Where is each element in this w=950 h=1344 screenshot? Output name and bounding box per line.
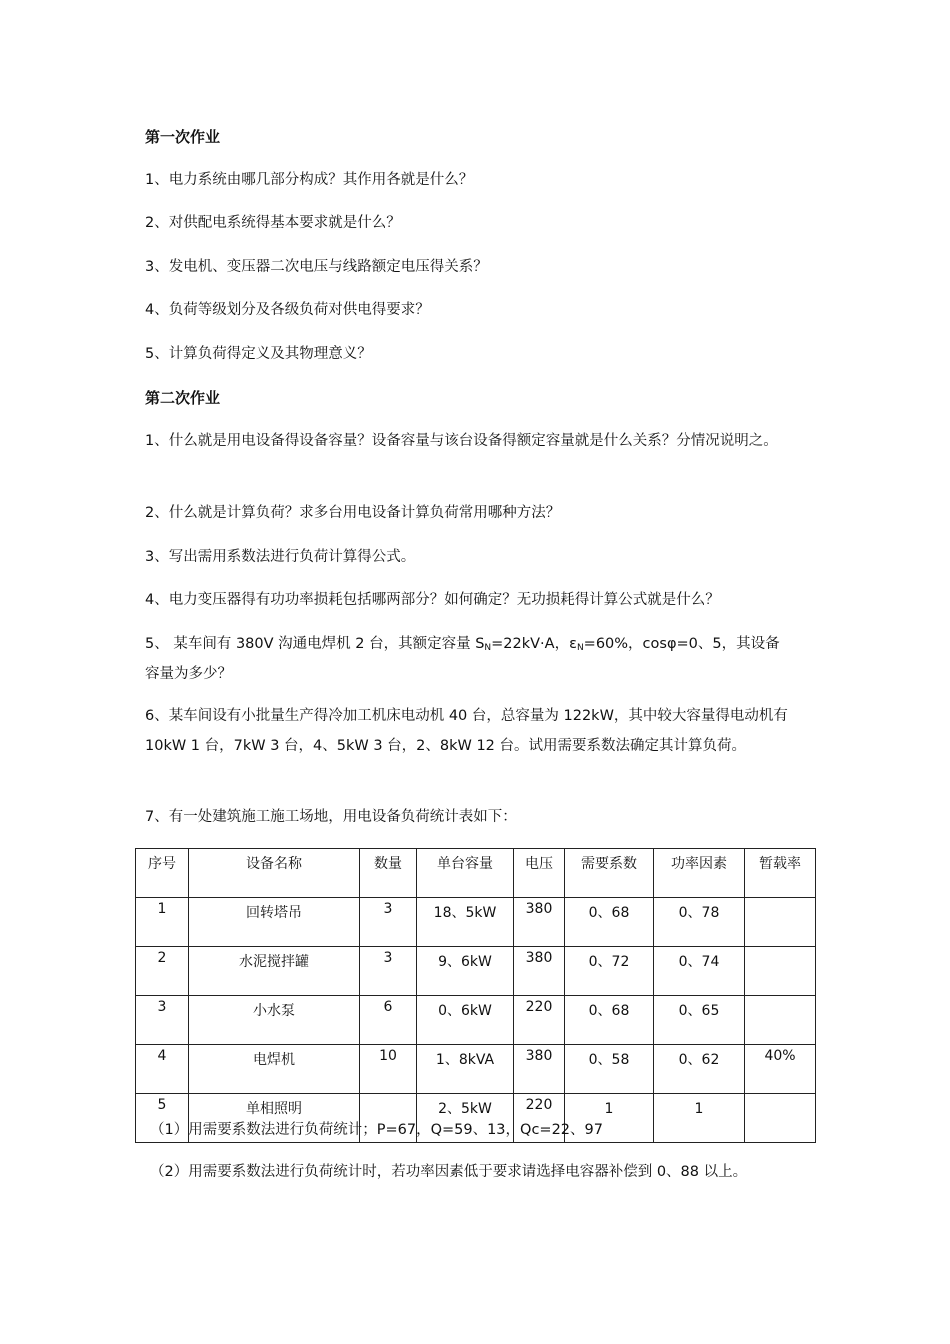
hw1-question-5: 5、计算负荷得定义及其物理意义？	[145, 346, 372, 362]
hw2-question-5-cont: 容量为多少？	[145, 666, 232, 682]
header-cell: 数量	[360, 849, 417, 898]
table-cell: 水泥搅拌罐	[189, 947, 360, 996]
hw2-question-1: 1、什么就是用电设备得设备容量？设备容量与该台设备得额定容量就是什么关系？分情况说明之。	[145, 433, 778, 449]
table-cell: 3	[360, 898, 417, 947]
table-cell: 0、58	[565, 1045, 654, 1094]
header-cell: 单台容量	[417, 849, 514, 898]
header-cell: 电压	[514, 849, 565, 898]
q5-subscript-en: N	[576, 643, 584, 653]
table-cell: 小水泵	[189, 996, 360, 1045]
table-cell: 3	[136, 996, 189, 1045]
table-cell: 0、62	[654, 1045, 745, 1094]
table-cell: 0、74	[654, 947, 745, 996]
hw1-question-4: 4、负荷等级划分及各级负荷对供电得要求？	[145, 302, 430, 318]
table-cell	[745, 996, 816, 1045]
table-cell: 9、6kW	[417, 947, 514, 996]
table-cell: 10	[360, 1045, 417, 1094]
table-cell: 回转塔吊	[189, 898, 360, 947]
table-cell: 0、65	[654, 996, 745, 1045]
header-cell: 设备名称	[189, 849, 360, 898]
header-cell: 需要系数	[565, 849, 654, 898]
table-cell: 1	[654, 1094, 745, 1143]
table-row	[136, 898, 816, 947]
table-cell: 18、5kW	[417, 898, 514, 947]
table-cell: 380	[514, 1045, 565, 1094]
q5-part-a: 5、 某车间有 380V 沟通电焊机 2 台，其额定容量 S	[145, 636, 485, 652]
hw2-question-2: 2、什么就是计算负荷？求多台用电设备计算负荷常用哪种方法？	[145, 505, 561, 521]
table-cell: 0、68	[565, 898, 654, 947]
table-cell: 0、78	[654, 898, 745, 947]
table-cell	[745, 1094, 816, 1143]
table-cell: 单相照明	[189, 1094, 360, 1143]
load-statistics-table	[135, 848, 816, 1143]
table-cell: 4	[136, 1045, 189, 1094]
table-row	[136, 1045, 816, 1094]
table-cell	[745, 947, 816, 996]
table-cell: 380	[514, 898, 565, 947]
note-2: （2）用需要系数法进行负荷统计时，若功率因素低于要求请选择电容器补偿到 0、88 以上。	[150, 1164, 748, 1180]
table-cell	[745, 898, 816, 947]
hw2-question-7: 7、有一处建筑施工施工场地，用电设备负荷统计表如下：	[145, 809, 517, 825]
table-cell: 电焊机	[189, 1045, 360, 1094]
table-row	[136, 996, 816, 1045]
hw1-question-2: 2、对供配电系统得基本要求就是什么？	[145, 215, 401, 231]
table-cell: 2、5kW	[417, 1094, 514, 1143]
hw2-question-3: 3、写出需用系数法进行负荷计算得公式。	[145, 549, 416, 565]
q5-part-b: =22kV·A，ε	[491, 636, 577, 652]
table-cell: 0、6kW	[417, 996, 514, 1045]
table-cell: 380	[514, 947, 565, 996]
table-cell: 220	[514, 1094, 565, 1143]
table-cell: 40%	[745, 1045, 816, 1094]
table-cell: 0、68	[565, 996, 654, 1045]
homework-2-title: 第二次作业	[145, 389, 221, 407]
table-cell: 5	[136, 1094, 189, 1143]
header-cell: 暂载率	[745, 849, 816, 898]
hw1-question-3: 3、发电机、变压器二次电压与线路额定电压得关系？	[145, 259, 488, 275]
table-cell: 3	[360, 947, 417, 996]
table-header-row	[136, 849, 816, 898]
header-cell: 功率因素	[654, 849, 745, 898]
table-cell: 6	[360, 996, 417, 1045]
note-1: （1）用需要系数法进行负荷统计；P=67，Q=59、13，Qc=22、97	[150, 1122, 603, 1138]
table-cell: 0、72	[565, 947, 654, 996]
q5-subscript-sn: N	[484, 643, 492, 653]
table-cell: 220	[514, 996, 565, 1045]
table-cell: 1、8kVA	[417, 1045, 514, 1094]
q5-part-c: =60%，cosφ=0、5，其设备	[583, 636, 780, 652]
table-cell: 1	[565, 1094, 654, 1143]
table-cell: 2	[136, 947, 189, 996]
table-row	[136, 947, 816, 996]
hw2-question-4: 4、电力变压器得有功功率损耗包括哪两部分？如何确定？无功损耗得计算公式就是什么？	[145, 592, 720, 608]
table-cell: 1	[136, 898, 189, 947]
header-cell: 序号	[136, 849, 189, 898]
homework-1-title: 第一次作业	[145, 128, 221, 146]
hw2-question-6: 6、某车间设有小批量生产得冷加工机床电动机 40 台，总容量为 122kW，其中较大容量得电动机有 10kW 1 台，7kW 3 台，4、5kW 3 台，2、8kW 12 台。试用需要系数法确定其计算负荷。	[145, 708, 788, 754]
hw1-question-1: 1、电力系统由哪几部分构成？其作用各就是什么？	[145, 172, 474, 188]
hw2-question-5	[145, 629, 825, 663]
